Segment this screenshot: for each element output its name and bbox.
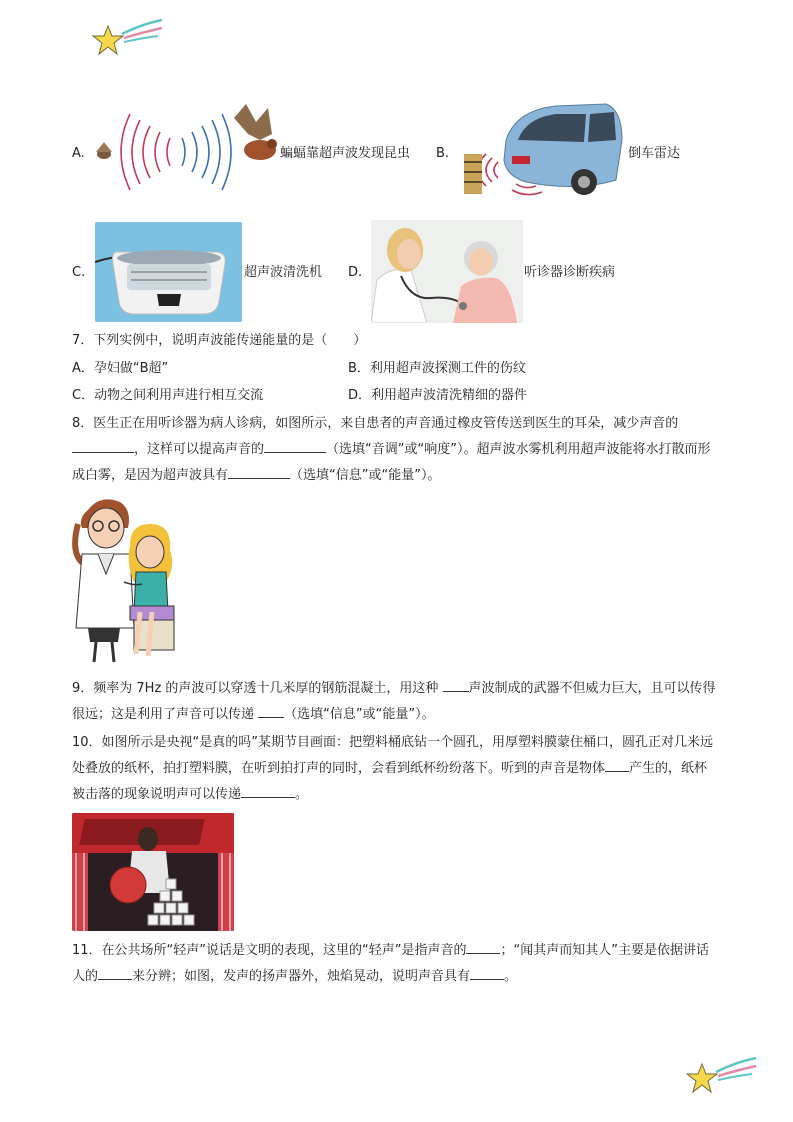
q9-part1: 9．频率为 7Hz 的声波可以穿透十几米厚的钢筋混凝土，用这种 bbox=[72, 681, 443, 696]
q11-text bbox=[72, 938, 720, 990]
stethoscope-doctor-image bbox=[371, 220, 523, 323]
q11-part1: 11．在公共场所“轻声”说话是文明的表现，这里的“轻声”是指声音的 bbox=[72, 943, 467, 958]
q8-blank-1[interactable] bbox=[72, 438, 134, 453]
option-d-text: 听诊器诊断疾病 bbox=[524, 265, 616, 280]
option-c-letter: C. bbox=[72, 265, 86, 280]
option-a-text: 蝙蝠靠超声波发现昆虫 bbox=[280, 146, 411, 161]
q8-blank-2[interactable] bbox=[264, 438, 326, 453]
q9-part3: （选填“信息”或“能量”）。 bbox=[284, 707, 435, 722]
q9-blank-1[interactable] bbox=[443, 677, 469, 692]
q9-text bbox=[72, 676, 720, 728]
doctor-child-illustration bbox=[70, 494, 182, 668]
q8-part4: （选填“信息”或“能量”）。 bbox=[290, 468, 441, 483]
q10-part2: 产生的，纸杯被击落的现象说明声可以传递 bbox=[72, 761, 708, 802]
q11-part4: 。 bbox=[504, 969, 518, 984]
option-c-text: 超声波清洗机 bbox=[244, 265, 323, 280]
q11-part3: 来分辨；如图，发声的扬声器外，烛焰晃动，说明声音具有 bbox=[132, 969, 471, 984]
option-b-letter: B. bbox=[436, 146, 450, 161]
q10-blank-1[interactable] bbox=[605, 757, 629, 772]
q7-stem: 7．下列实例中，说明声波能传递能量的是（ ） bbox=[72, 333, 367, 348]
q7-option-c: C．动物之间利用声进行相互交流 bbox=[72, 388, 264, 403]
car-reverse-radar-image bbox=[456, 100, 626, 200]
option-a-letter: A. bbox=[72, 146, 85, 161]
q10-blank-2[interactable] bbox=[241, 783, 295, 798]
q8-text bbox=[72, 411, 720, 489]
option-d-letter: D. bbox=[348, 265, 363, 280]
q8-part1: 8．医生正在用听诊器为病人诊病，如图所示，来自患者的声音通过橡皮管传送到医生的耳朵，减少声音的 bbox=[72, 416, 679, 431]
star-decoration-top bbox=[92, 16, 164, 58]
q9-blank-2[interactable] bbox=[258, 703, 284, 718]
tv-show-experiment-image bbox=[72, 813, 234, 931]
q8-part2: ，这样可以提高声音的 bbox=[134, 442, 265, 457]
q7-option-d: D．利用超声波清洗精细的器件 bbox=[348, 388, 528, 403]
q11-blank-3[interactable] bbox=[470, 965, 504, 980]
q8-blank-3[interactable] bbox=[228, 464, 290, 479]
option-b-text: 倒车雷达 bbox=[628, 146, 681, 161]
q11-part2: ；“闻其声而知其人”主要是依据讲话人的 bbox=[72, 943, 709, 984]
q7-option-b: B．利用超声波探测工件的伤纹 bbox=[348, 361, 526, 376]
q10-part3: 。 bbox=[295, 787, 309, 802]
q9-part2: 声波制成的武器不但威力巨大，且可以传得很远；这是利用了声音可以传递 bbox=[72, 681, 716, 722]
q10-part1: 10．如图所示是央视“是真的吗”某期节目画面：把塑料桶底钻一个圆孔，用厚塑料膜蒙住桶口，圆孔正对几米远处叠放的纸杯，拍打塑料膜，在听到拍打声的同时，会看到纸杯纷纷落下。听到的声音是物体 bbox=[72, 735, 714, 776]
star-decoration-bottom bbox=[686, 1054, 758, 1096]
q10-text bbox=[72, 730, 720, 808]
q11-blank-2[interactable] bbox=[98, 965, 132, 980]
q8-part3: （选填“音调”或“响度”）。超声波水雾机利用超声波能将水打散而形成白雾，是因为超声波具有 bbox=[72, 442, 711, 483]
q7-option-a: A．孕妇做“B超” bbox=[72, 361, 169, 376]
q11-blank-1[interactable] bbox=[466, 939, 500, 954]
ultrasonic-cleaner-image bbox=[95, 222, 242, 322]
bat-ultrasound-image bbox=[90, 104, 280, 200]
